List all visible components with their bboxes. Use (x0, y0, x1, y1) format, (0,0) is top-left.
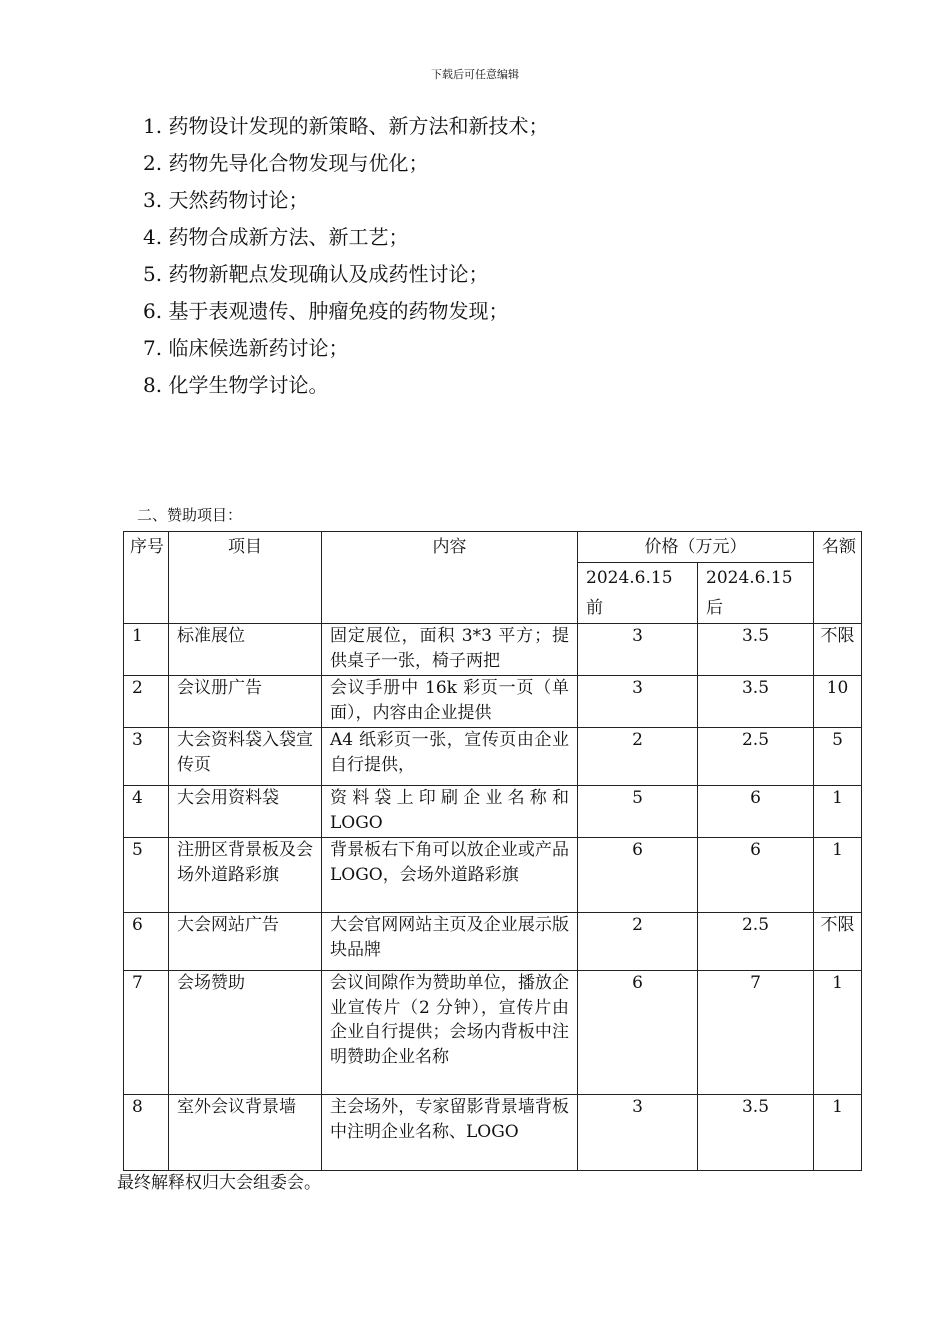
cell-no: 6 (124, 913, 169, 971)
table-row (124, 728, 862, 786)
cell-content: 主会场外，专家留影背景墙背板中注明企业名称、LOGO (322, 1095, 578, 1171)
cell-price-after: 7 (698, 971, 814, 1095)
table-row (124, 913, 862, 971)
cell-no: 4 (124, 786, 169, 838)
cell-price-after: 6 (698, 786, 814, 838)
cell-price-before: 3 (578, 1095, 698, 1171)
table-row (124, 786, 862, 838)
topic-item: 7. 临床候选新药讨论； (143, 336, 349, 360)
cell-price-before: 3 (578, 624, 698, 676)
cell-price-before: 5 (578, 786, 698, 838)
cell-quota: 不限 (814, 913, 862, 971)
table-row (124, 971, 862, 1095)
cell-price-before: 2 (578, 728, 698, 786)
cell-quota: 不限 (814, 624, 862, 676)
cell-quota: 1 (814, 786, 862, 838)
topic-item: 2. 药物先导化合物发现与优化； (143, 151, 429, 175)
cell-quota: 1 (814, 971, 862, 1095)
footer-note: 最终解释权归大会组委会。 (117, 1173, 321, 1193)
cell-price-before: 2 (578, 913, 698, 971)
section-title: 二、赞助项目： (137, 506, 243, 524)
cell-item: 会议册广告 (169, 676, 322, 728)
cell-item: 大会资料袋入袋宣传页 (169, 728, 322, 786)
sponsorship-table (123, 531, 862, 1171)
page-header: 下载后可任意编辑 (431, 68, 519, 81)
topic-item: 4. 药物合成新方法、新工艺； (143, 225, 409, 249)
cell-item: 标准展位 (169, 624, 322, 676)
topic-list (143, 108, 548, 404)
cell-quota: 1 (814, 838, 862, 913)
cell-no: 3 (124, 728, 169, 786)
header-quota: 名额 (814, 532, 862, 624)
cell-no: 2 (124, 676, 169, 728)
cell-content: 固定展位，面积 3*3 平方；提供桌子一张，椅子两把 (322, 624, 578, 676)
topic-item: 1. 药物设计发现的新策略、新方法和新技术； (143, 114, 549, 138)
cell-no: 8 (124, 1095, 169, 1171)
table-row (124, 624, 862, 676)
cell-content: 资料袋上印刷企业名称和 LOGO (322, 786, 578, 838)
cell-content: 会议间隙作为赞助单位，播放企业宣传片（2 分钟），宣传片由企业自行提供；会场内背板中注明赞助企业名称 (322, 971, 578, 1095)
header-before: 2024.6.15 前 (578, 563, 698, 624)
header-no: 序号 (124, 532, 169, 624)
cell-item: 注册区背景板及会场外道路彩旗 (169, 838, 322, 913)
header-content: 内容 (322, 532, 578, 624)
table-header-row (124, 532, 862, 563)
cell-content: A4 纸彩页一张，宣传页由企业自行提供， (322, 728, 578, 786)
table-row (124, 676, 862, 728)
topic-item: 3. 天然药物讨论； (143, 188, 309, 212)
header-after: 2024.6.15后 (698, 563, 814, 624)
cell-price-after: 6 (698, 838, 814, 913)
cell-price-after: 2.5 (698, 728, 814, 786)
cell-item: 会场赞助 (169, 971, 322, 1095)
topic-item: 8. 化学生物学讨论。 (143, 373, 329, 397)
cell-quota: 10 (814, 676, 862, 728)
cell-content: 大会官网网站主页及企业展示版块品牌 (322, 913, 578, 971)
cell-price-before: 6 (578, 971, 698, 1095)
cell-price-before: 3 (578, 676, 698, 728)
cell-quota: 5 (814, 728, 862, 786)
cell-content: 背景板右下角可以放企业或产品 LOGO，会场外道路彩旗 (322, 838, 578, 913)
cell-price-after: 3.5 (698, 1095, 814, 1171)
cell-price-after: 3.5 (698, 676, 814, 728)
cell-item: 大会用资料袋 (169, 786, 322, 838)
table-row (124, 838, 862, 913)
cell-item: 大会网站广告 (169, 913, 322, 971)
cell-no: 7 (124, 971, 169, 1095)
cell-no: 5 (124, 838, 169, 913)
cell-price-after: 3.5 (698, 624, 814, 676)
cell-content: 会议手册中 16k 彩页一页（单面），内容由企业提供 (322, 676, 578, 728)
cell-price-before: 6 (578, 838, 698, 913)
table-row (124, 1095, 862, 1171)
cell-quota: 1 (814, 1095, 862, 1171)
topic-item: 5. 药物新靶点发现确认及成药性讨论； (143, 262, 489, 286)
header-item: 项目 (169, 532, 322, 624)
cell-item: 室外会议背景墙 (169, 1095, 322, 1171)
header-price: 价格（万元） (578, 532, 814, 563)
cell-no: 1 (124, 624, 169, 676)
topic-item: 6. 基于表观遗传、肿瘤免疫的药物发现； (143, 299, 509, 323)
cell-price-after: 2.5 (698, 913, 814, 971)
